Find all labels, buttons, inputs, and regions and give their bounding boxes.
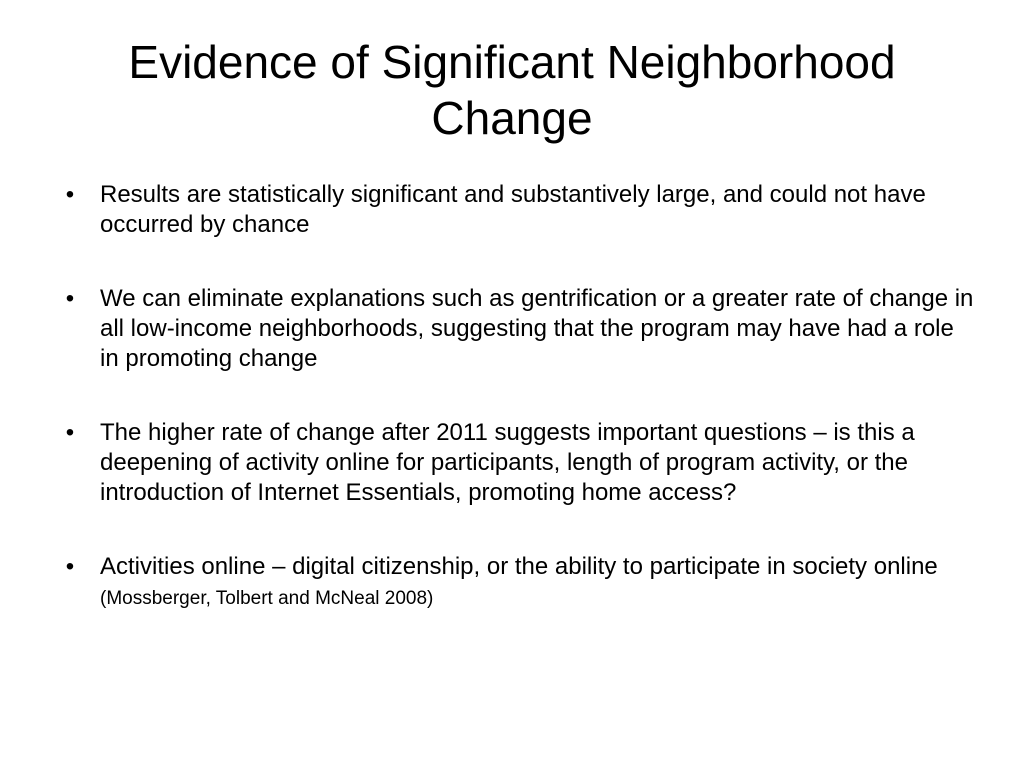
- bullet-text: We can eliminate explanations such as gentrification or a greater rate of change in all low-income neighborhoods, suggesting that the program may have had a role in promoting change: [100, 285, 974, 372]
- bullet-text: Activities online – digital citizenship, or the ability to participate in society online: [100, 553, 938, 580]
- bullet-item: [58, 418, 978, 508]
- bullet-dot-icon: •: [65, 419, 75, 446]
- bullet-text: The higher rate of change after 2011 suggests important questions – is this a deepening of activity online for participants, length of program activity, or the introduction of Internet Essentials, promoting home access?: [100, 419, 915, 506]
- bullet-dot-icon: •: [65, 181, 75, 208]
- bullet-list: [58, 180, 978, 658]
- bullet-item: [58, 284, 978, 374]
- citation: (Mossberger, Tolbert and McNeal 2008): [100, 588, 434, 609]
- bullet-dot-icon: •: [65, 553, 75, 580]
- bullet-item: [58, 180, 978, 240]
- bullet-dot-icon: •: [65, 285, 75, 312]
- bullet-item: [58, 552, 978, 614]
- bullet-text: Results are statistically significant and substantively large, and could not have occurred by chance: [100, 181, 926, 238]
- slide-title: Evidence of Significant Neighborhood Change: [128, 36, 896, 144]
